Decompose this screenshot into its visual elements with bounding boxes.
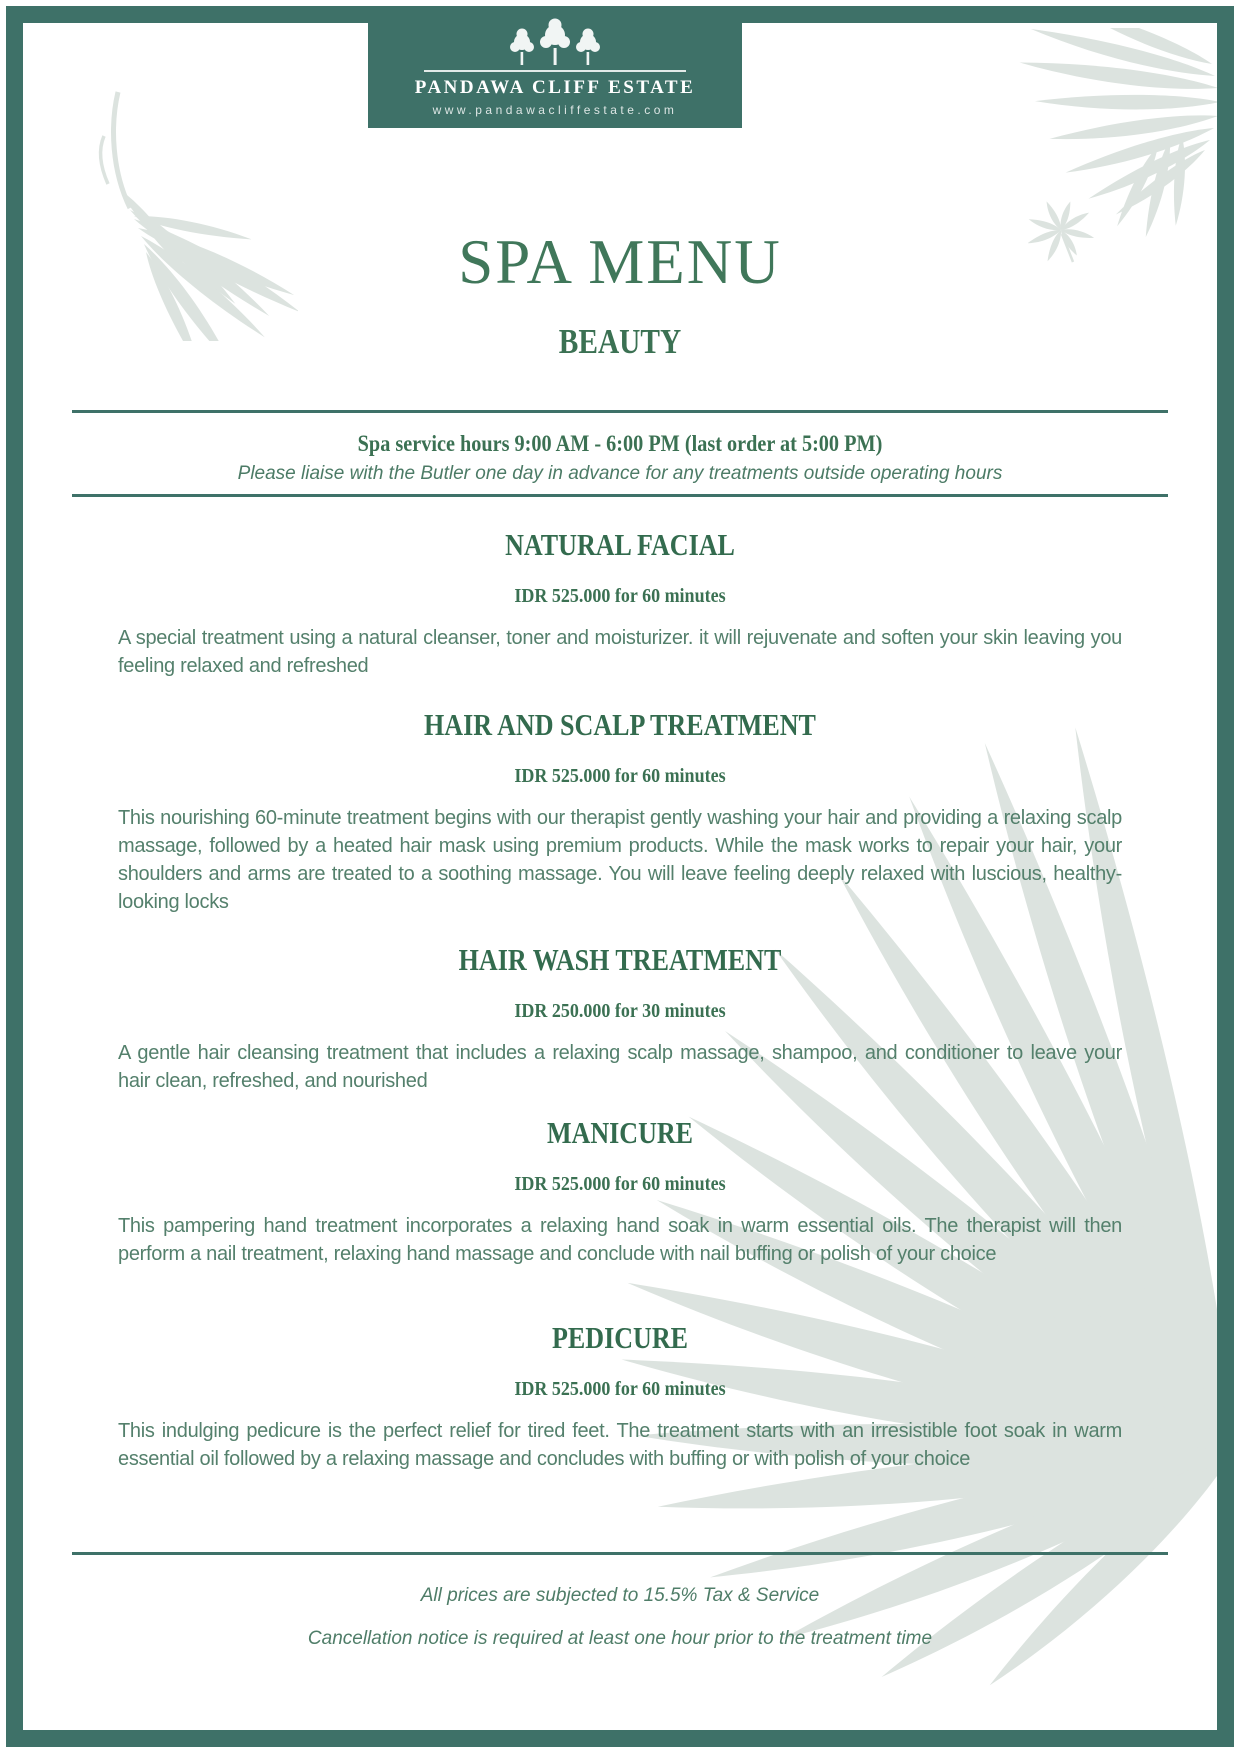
section-price: IDR 525.000 for 60 minutes	[514, 1173, 726, 1195]
service-hours: Spa service hours 9:00 AM - 6:00 PM (last order at 5:00 PM)	[357, 431, 883, 456]
page-subtitle: BEAUTY	[558, 322, 682, 361]
cancellation-note: Cancellation notice is required at least one hour prior to the treatment time	[307, 1628, 933, 1649]
section-title: MANICURE	[546, 1115, 694, 1150]
section-price: IDR 525.000 for 60 minutes	[514, 585, 726, 607]
page-title: SPA MENU	[458, 227, 782, 297]
section-description: This indulging pedicure is the perfect relief for tired feet. The treatment starts with an irresistible foot soak in warm essential oil followed by a relaxing massage and concludes with buffing or with polish of your choice	[118, 1420, 1122, 1470]
brand-website: www.pandawacliffestate.com	[432, 103, 678, 117]
section-description: A special treatment using a natural cleanser, toner and moisturizer. it will rejuvenate and soften your skin leaving you feeling relaxed and refreshed	[118, 627, 1122, 677]
trees-logo-icon	[490, 14, 620, 68]
menu-section-manicure	[118, 1112, 1122, 1268]
brand-divider	[424, 70, 686, 72]
section-title: NATURAL FACIAL	[505, 527, 735, 562]
section-description: This nourishing 60-minute treatment begins with our therapist gently washing your hair and providing a relaxing scalp massage, followed by a heated hair mask using premium products. While the mask works to repair your hair, your shoulders and arms are treated to a soothing massage. You will leave feeling deeply relaxed with luscious, healthy-looking locks	[118, 807, 1122, 913]
divider-rule-bottom	[72, 1552, 1168, 1555]
menu-section-natural-facial	[118, 524, 1122, 680]
service-hours-note: Please liaise with the Butler one day in advance for any treatments outside operating hours	[237, 463, 1003, 484]
brand-name: PANDAWA CLIFF ESTATE	[414, 77, 696, 98]
tax-note: All prices are subjected to 15.5% Tax & Service	[420, 1585, 820, 1606]
section-price: IDR 525.000 for 60 minutes	[514, 765, 726, 787]
section-title: PEDICURE	[551, 1320, 689, 1355]
section-description: A gentle hair cleansing treatment that includes a relaxing scalp massage, shampoo, and conditioner to leave your hair clean, refreshed, and nourished	[118, 1042, 1122, 1092]
palm-frond-top-left-icon	[38, 86, 298, 341]
section-description: This pampering hand treatment incorporates a relaxing hand soak in warm essential oils. The therapist will then perform a nail treatment, relaxing hand massage and conclude with nail buffing or polish of your choice	[118, 1215, 1122, 1265]
divider-rule-top	[72, 410, 1168, 413]
section-price: IDR 525.000 for 60 minutes	[514, 1378, 726, 1400]
menu-section-hair-wash	[118, 939, 1122, 1095]
section-title: HAIR WASH TREATMENT	[458, 942, 782, 977]
section-title: HAIR AND SCALP TREATMENT	[424, 707, 816, 742]
brand-header	[368, 6, 742, 128]
divider-rule-mid	[72, 494, 1168, 497]
section-price: IDR 250.000 for 30 minutes	[514, 1000, 726, 1022]
menu-section-pedicure	[118, 1317, 1122, 1473]
menu-section-hair-and-scalp	[118, 704, 1122, 916]
